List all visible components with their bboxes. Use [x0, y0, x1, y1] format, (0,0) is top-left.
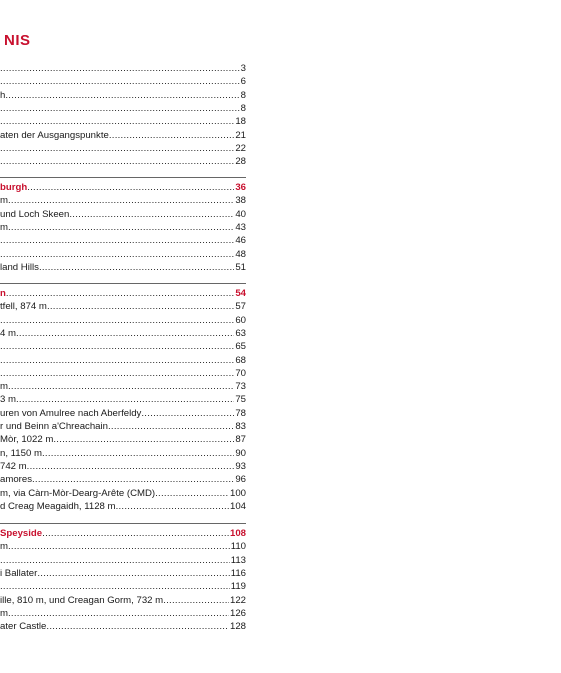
toc-page-number: 43	[235, 221, 246, 233]
dot-leader	[0, 62, 240, 75]
toc-section-heading[interactable]	[0, 181, 246, 194]
toc-page-number: 68	[235, 354, 246, 366]
dot-leader	[0, 554, 230, 567]
toc-entry[interactable]	[0, 354, 246, 367]
toc-entry[interactable]	[0, 367, 246, 380]
toc-entry[interactable]	[0, 407, 246, 420]
toc-page-number: 108	[229, 528, 246, 539]
dot-leader	[141, 407, 234, 420]
section-rule	[0, 283, 246, 284]
toc-page-number: 38	[235, 195, 246, 207]
toc-entry[interactable]	[0, 487, 246, 500]
toc-page-number: 128	[229, 621, 246, 633]
toc-entry[interactable]	[0, 208, 246, 221]
toc-entry-title: m, via Càrn-Mòr-Dearg-Arête (CMD)	[0, 487, 156, 499]
dot-leader	[0, 234, 234, 247]
toc-page-number: 57	[235, 301, 246, 313]
toc-entry[interactable]	[0, 447, 246, 460]
toc-page-number: 126	[229, 607, 246, 619]
dot-leader	[0, 367, 234, 380]
toc-entry[interactable]	[0, 567, 246, 580]
toc-page-number: 104	[229, 500, 246, 512]
toc-page-number: 22	[235, 142, 246, 154]
toc-entry[interactable]	[0, 261, 246, 274]
toc-entry[interactable]	[0, 75, 246, 88]
dot-leader	[0, 142, 234, 155]
toc-entry[interactable]	[0, 142, 246, 155]
dot-leader	[46, 620, 229, 633]
toc-entry-title: ater Castle	[0, 621, 47, 633]
toc-entry[interactable]	[0, 234, 246, 247]
toc-page-number: 122	[229, 594, 246, 606]
toc-entry[interactable]	[0, 314, 246, 327]
dot-leader	[16, 393, 234, 406]
toc-page-number: 93	[235, 460, 246, 472]
toc-entry[interactable]	[0, 393, 246, 406]
dot-leader	[27, 460, 235, 473]
toc-page-number: 110	[230, 541, 246, 553]
toc-page-number: 96	[235, 474, 246, 486]
toc-entry-title: m	[0, 541, 8, 553]
toc-entry-title: burgh	[0, 182, 28, 193]
dot-leader	[116, 500, 229, 513]
toc-entry-title: d Creag Meagaidh, 1128 m	[0, 500, 116, 512]
toc-entry[interactable]	[0, 540, 246, 553]
dot-leader	[0, 75, 240, 88]
dot-leader	[0, 102, 240, 115]
toc-page-number: 119	[230, 581, 246, 593]
toc-entry-title: und Loch Skeen	[0, 208, 70, 220]
toc-entry-title: i Ballater	[0, 567, 38, 579]
dot-leader	[69, 208, 234, 221]
toc-entry[interactable]	[0, 594, 246, 607]
toc-entry[interactable]	[0, 102, 246, 115]
toc-entry[interactable]	[0, 248, 246, 261]
toc-entry-title: ille, 810 m, und Creagan Gorm, 732 m	[0, 594, 164, 606]
toc-page-number: 65	[235, 341, 246, 353]
toc-entry[interactable]	[0, 89, 246, 102]
dot-leader	[0, 314, 234, 327]
dot-leader	[37, 567, 229, 580]
toc-entry[interactable]	[0, 221, 246, 234]
toc-section-heading[interactable]	[0, 527, 246, 540]
toc-entry[interactable]	[0, 129, 246, 142]
dot-leader	[8, 607, 229, 620]
dot-leader	[0, 155, 234, 168]
dot-leader	[39, 261, 234, 274]
dot-leader	[5, 89, 239, 102]
toc-page-number: 8	[240, 102, 246, 114]
dot-leader	[8, 380, 234, 393]
dot-leader	[0, 354, 234, 367]
toc-page-number: 51	[235, 261, 246, 273]
toc-entry[interactable]	[0, 380, 246, 393]
toc-page-number: 48	[235, 248, 246, 260]
toc-page-number: 78	[235, 407, 246, 419]
toc-entry[interactable]	[0, 460, 246, 473]
toc-entry-title: r und Beinn a'Chreachain	[0, 421, 108, 432]
toc-page-number: 18	[235, 116, 246, 128]
toc-page-number: 90	[235, 447, 246, 459]
toc-page-number: 54	[235, 288, 246, 299]
toc-entry[interactable]	[0, 620, 246, 633]
toc-page-number: 113	[230, 554, 246, 566]
dot-leader	[42, 527, 229, 540]
toc-entry-title: Mòr, 1022 m	[0, 434, 54, 446]
section-rule	[0, 177, 246, 178]
toc-entry-title: m	[0, 221, 8, 233]
toc-page-number: 116	[230, 567, 246, 579]
toc-entry-title: m	[0, 195, 8, 207]
toc-entry-title: h	[0, 89, 6, 101]
dot-leader	[0, 340, 234, 353]
toc-entry[interactable]	[0, 115, 246, 128]
toc-entry-title: tfell, 874 m	[0, 301, 47, 313]
toc-page-number: 36	[235, 182, 246, 193]
toc-page-number: 83	[235, 421, 246, 432]
toc-entry[interactable]	[0, 607, 246, 620]
toc-section-heading[interactable]	[0, 287, 246, 300]
toc-entry-title: 3 m	[0, 394, 16, 406]
dot-leader	[8, 540, 230, 553]
dot-leader	[6, 287, 234, 300]
dot-leader	[27, 181, 234, 194]
dot-leader	[53, 433, 234, 446]
toc-entry[interactable]	[0, 194, 246, 207]
toc-entry[interactable]	[0, 420, 246, 433]
toc-page-number: 6	[240, 76, 246, 88]
toc-page-number: 60	[235, 314, 246, 326]
toc-entry[interactable]	[0, 300, 246, 313]
dot-leader	[155, 487, 229, 500]
toc-entry[interactable]	[0, 433, 246, 446]
toc-page-number: 3	[240, 63, 246, 74]
dot-leader	[16, 327, 234, 340]
dot-leader	[8, 194, 234, 207]
dot-leader	[47, 300, 234, 313]
toc-page-number: 73	[235, 381, 246, 393]
toc-page-number: 100	[229, 487, 246, 499]
toc-page-number: 70	[235, 367, 246, 379]
toc-entry-title: uren von Amulree nach Aberfeldy	[0, 407, 142, 419]
toc-entry-title: 4 m	[0, 327, 16, 339]
dot-leader	[42, 447, 234, 460]
toc-page-number: 87	[235, 434, 246, 446]
toc-entry[interactable]	[0, 62, 246, 75]
toc-entry-title: amores	[0, 474, 32, 486]
toc-page-number: 63	[235, 327, 246, 339]
dot-leader	[32, 473, 234, 486]
toc-entry[interactable]	[0, 580, 246, 593]
dot-leader	[109, 129, 235, 142]
toc-page-number: 28	[235, 156, 246, 168]
toc-entry-title: m	[0, 607, 8, 619]
toc-entry[interactable]	[0, 327, 246, 340]
toc-entry-title: n	[0, 288, 6, 299]
toc-entry-title: m	[0, 381, 8, 393]
toc-page-number: 75	[235, 394, 246, 406]
toc-entry[interactable]	[0, 554, 246, 567]
toc-entry[interactable]	[0, 340, 246, 353]
dot-leader	[0, 115, 234, 128]
toc-page-number: 21	[235, 129, 246, 141]
dot-leader	[163, 594, 229, 607]
toc-page-number: 40	[235, 208, 246, 220]
dot-leader	[0, 580, 230, 593]
toc-entry-title: 742 m	[0, 460, 27, 472]
toc-entry-title: aten der Ausgangspunkte	[0, 129, 109, 141]
page-title: NIS	[4, 32, 31, 49]
section-rule	[0, 523, 246, 524]
dot-leader	[108, 420, 234, 433]
toc-page-number: 8	[240, 89, 246, 101]
dot-leader	[0, 248, 234, 261]
dot-leader	[8, 221, 234, 234]
toc-entry[interactable]	[0, 500, 246, 513]
toc-entry-title: Speyside	[0, 528, 43, 539]
toc-entry-title: land Hills	[0, 261, 39, 273]
toc-entry-title: n, 1150 m	[0, 447, 42, 459]
toc-page-number: 46	[235, 235, 246, 247]
toc-entry[interactable]	[0, 473, 246, 486]
toc-entry[interactable]	[0, 155, 246, 168]
